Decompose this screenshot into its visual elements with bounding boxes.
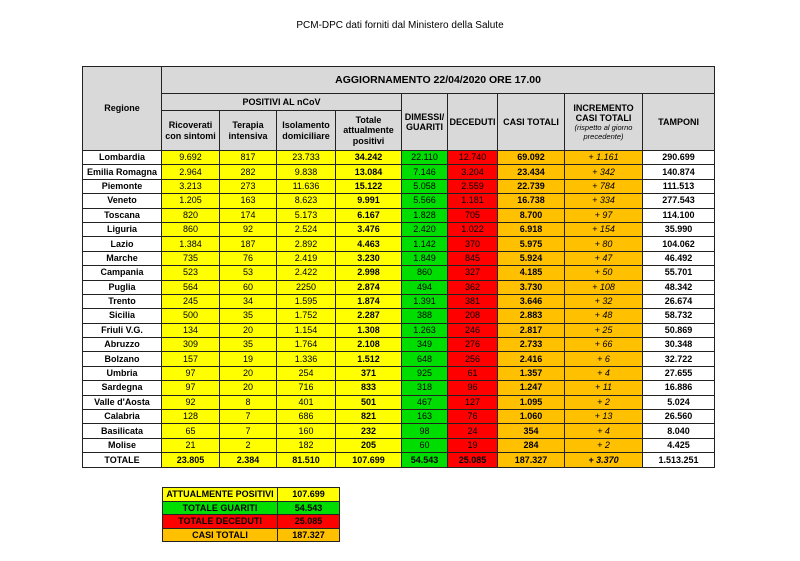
- total-casi: 187.327: [498, 453, 565, 468]
- cell-ricoverati: 21: [162, 438, 220, 452]
- cell-terapia: 273: [220, 179, 277, 193]
- cell-ricoverati: 157: [162, 352, 220, 366]
- cell-deceduti: 127: [448, 395, 498, 409]
- cell-isolamento: 2250: [277, 280, 336, 294]
- cell-deceduti: 24: [448, 424, 498, 438]
- cell-totale-positivi: 13.084: [336, 165, 402, 179]
- cell-totale-positivi: 501: [336, 395, 402, 409]
- table-row: [83, 338, 715, 352]
- region-name: Valle d'Aosta: [83, 395, 162, 409]
- cell-deceduti: 61: [448, 366, 498, 380]
- header-tamponi: TAMPONI: [643, 94, 715, 151]
- cell-dimessi: 349: [402, 338, 448, 352]
- cell-terapia: 7: [220, 424, 277, 438]
- summary-value: 54.543: [278, 501, 340, 515]
- cell-casi-totali: 1.060: [498, 410, 565, 424]
- cell-totale-positivi: 3.230: [336, 251, 402, 265]
- cell-deceduti: 19: [448, 438, 498, 452]
- cell-casi-totali: 8.700: [498, 208, 565, 222]
- cell-terapia: 187: [220, 237, 277, 251]
- cell-casi-totali: 5.924: [498, 251, 565, 265]
- cell-ricoverati: 97: [162, 366, 220, 380]
- cell-dimessi: 925: [402, 366, 448, 380]
- cell-dimessi: 60: [402, 438, 448, 452]
- cell-tamponi: 16.886: [643, 381, 715, 395]
- cell-totale-positivi: 2.998: [336, 266, 402, 280]
- cell-deceduti: 276: [448, 338, 498, 352]
- table-row: [83, 151, 715, 165]
- cell-terapia: 92: [220, 222, 277, 236]
- cell-terapia: 817: [220, 151, 277, 165]
- total-tamponi: 1.513.251: [643, 453, 715, 468]
- cell-deceduti: 96: [448, 381, 498, 395]
- cell-casi-totali: 16.738: [498, 194, 565, 208]
- total-label: TOTALE: [83, 453, 162, 468]
- total-row: [83, 453, 715, 468]
- cell-deceduti: 256: [448, 352, 498, 366]
- cell-dimessi: 1.828: [402, 208, 448, 222]
- cell-dimessi: 1.849: [402, 251, 448, 265]
- cell-dimessi: 494: [402, 280, 448, 294]
- table-row: [83, 208, 715, 222]
- cell-ricoverati: 1.384: [162, 237, 220, 251]
- table-row: [83, 294, 715, 308]
- cell-terapia: 35: [220, 338, 277, 352]
- cell-terapia: 53: [220, 266, 277, 280]
- cell-isolamento: 1.752: [277, 309, 336, 323]
- header-dimessi: DIMESSI/ GUARITI: [402, 94, 448, 151]
- table-row: [83, 395, 715, 409]
- cell-ricoverati: 97: [162, 381, 220, 395]
- summary-label: ATTUALMENTE POSITIVI: [163, 488, 278, 502]
- cell-incremento: + 32: [565, 294, 643, 308]
- cell-tamponi: 5.024: [643, 395, 715, 409]
- region-name: Veneto: [83, 194, 162, 208]
- cell-dimessi: 2.420: [402, 222, 448, 236]
- region-name: Emilia Romagna: [83, 165, 162, 179]
- cell-casi-totali: 4.185: [498, 266, 565, 280]
- header-deceduti: DECEDUTI: [448, 94, 498, 151]
- region-name: Umbria: [83, 366, 162, 380]
- cell-casi-totali: 2.733: [498, 338, 565, 352]
- cell-dimessi: 5.566: [402, 194, 448, 208]
- cell-totale-positivi: 4.463: [336, 237, 402, 251]
- table-row: [83, 237, 715, 251]
- cell-ricoverati: 735: [162, 251, 220, 265]
- cell-deceduti: 327: [448, 266, 498, 280]
- table-row: [83, 251, 715, 265]
- cell-deceduti: 246: [448, 323, 498, 337]
- cell-totale-positivi: 34.242: [336, 151, 402, 165]
- cell-tamponi: 27.655: [643, 366, 715, 380]
- summary-value: 187.327: [278, 528, 340, 542]
- cell-totale-positivi: 1.874: [336, 294, 402, 308]
- cell-casi-totali: 2.817: [498, 323, 565, 337]
- cell-isolamento: 9.838: [277, 165, 336, 179]
- region-name: Trento: [83, 294, 162, 308]
- cell-incremento: + 4: [565, 424, 643, 438]
- table-row: [83, 222, 715, 236]
- cell-isolamento: 182: [277, 438, 336, 452]
- cell-isolamento: 2.419: [277, 251, 336, 265]
- cell-tamponi: 4.425: [643, 438, 715, 452]
- cell-dimessi: 648: [402, 352, 448, 366]
- table-row: [83, 280, 715, 294]
- cell-tamponi: 48.342: [643, 280, 715, 294]
- cell-deceduti: 362: [448, 280, 498, 294]
- header-incremento-note: (rispetto al giorno precedente): [574, 123, 633, 141]
- cell-tamponi: 32.722: [643, 352, 715, 366]
- total-incremento: + 3.370: [565, 453, 643, 468]
- summary-label: TOTALE GUARITI: [163, 501, 278, 515]
- header-incremento: [565, 94, 643, 151]
- cell-ricoverati: 128: [162, 410, 220, 424]
- header-positivi: POSITIVI AL nCoV: [162, 94, 402, 111]
- table-row: [83, 381, 715, 395]
- cell-deceduti: 845: [448, 251, 498, 265]
- cell-dimessi: 860: [402, 266, 448, 280]
- cell-ricoverati: 1.205: [162, 194, 220, 208]
- cell-tamponi: 50.869: [643, 323, 715, 337]
- cell-dimessi: 1.391: [402, 294, 448, 308]
- cell-deceduti: 1.181: [448, 194, 498, 208]
- cell-isolamento: 686: [277, 410, 336, 424]
- cell-dimessi: 7.146: [402, 165, 448, 179]
- region-name: Marche: [83, 251, 162, 265]
- cell-tamponi: 8.040: [643, 424, 715, 438]
- summary-value: 107.699: [278, 488, 340, 502]
- header-update: AGGIORNAMENTO 22/04/2020 ORE 17.00: [162, 67, 715, 94]
- table-row: [83, 352, 715, 366]
- cell-isolamento: 11.636: [277, 179, 336, 193]
- cell-casi-totali: 23.434: [498, 165, 565, 179]
- cell-incremento: + 334: [565, 194, 643, 208]
- cell-totale-positivi: 821: [336, 410, 402, 424]
- cell-isolamento: 1.595: [277, 294, 336, 308]
- cell-tamponi: 277.543: [643, 194, 715, 208]
- region-name: Liguria: [83, 222, 162, 236]
- cell-incremento: + 50: [565, 266, 643, 280]
- region-name: Puglia: [83, 280, 162, 294]
- cell-incremento: + 342: [565, 165, 643, 179]
- cell-tamponi: 26.674: [643, 294, 715, 308]
- region-name: Toscana: [83, 208, 162, 222]
- covid-data-table: [82, 66, 715, 468]
- header-totale-positivi: Totale attualmente positivi: [336, 111, 402, 151]
- cell-casi-totali: 2.883: [498, 309, 565, 323]
- cell-incremento: + 784: [565, 179, 643, 193]
- cell-isolamento: 401: [277, 395, 336, 409]
- total-positivi: 107.699: [336, 453, 402, 468]
- cell-casi-totali: 5.975: [498, 237, 565, 251]
- summary-label: CASI TOTALI: [163, 528, 278, 542]
- cell-tamponi: 30.348: [643, 338, 715, 352]
- cell-isolamento: 2.422: [277, 266, 336, 280]
- cell-totale-positivi: 371: [336, 366, 402, 380]
- cell-incremento: + 11: [565, 381, 643, 395]
- cell-totale-positivi: 2.287: [336, 309, 402, 323]
- table-row: [83, 366, 715, 380]
- cell-incremento: + 97: [565, 208, 643, 222]
- cell-ricoverati: 820: [162, 208, 220, 222]
- cell-dimessi: 163: [402, 410, 448, 424]
- cell-dimessi: 22.110: [402, 151, 448, 165]
- region-name: Bolzano: [83, 352, 162, 366]
- cell-tamponi: 55.701: [643, 266, 715, 280]
- cell-terapia: 76: [220, 251, 277, 265]
- cell-ricoverati: 245: [162, 294, 220, 308]
- cell-ricoverati: 134: [162, 323, 220, 337]
- cell-isolamento: 5.173: [277, 208, 336, 222]
- cell-casi-totali: 2.416: [498, 352, 565, 366]
- cell-deceduti: 705: [448, 208, 498, 222]
- cell-deceduti: 76: [448, 410, 498, 424]
- cell-casi-totali: 69.092: [498, 151, 565, 165]
- table-row: [83, 165, 715, 179]
- cell-dimessi: 388: [402, 309, 448, 323]
- cell-incremento: + 1.161: [565, 151, 643, 165]
- cell-terapia: 20: [220, 366, 277, 380]
- cell-terapia: 174: [220, 208, 277, 222]
- cell-tamponi: 46.492: [643, 251, 715, 265]
- cell-tamponi: 104.062: [643, 237, 715, 251]
- summary-value: 25.085: [278, 515, 340, 529]
- cell-dimessi: 1.142: [402, 237, 448, 251]
- cell-casi-totali: 6.918: [498, 222, 565, 236]
- header-ricoverati: Ricoverati con sintomi: [162, 111, 220, 151]
- cell-deceduti: 381: [448, 294, 498, 308]
- cell-ricoverati: 65: [162, 424, 220, 438]
- cell-tamponi: 111.513: [643, 179, 715, 193]
- total-dimessi: 54.543: [402, 453, 448, 468]
- cell-ricoverati: 9.692: [162, 151, 220, 165]
- cell-terapia: 282: [220, 165, 277, 179]
- region-name: Abruzzo: [83, 338, 162, 352]
- cell-deceduti: 370: [448, 237, 498, 251]
- cell-deceduti: 2.559: [448, 179, 498, 193]
- cell-incremento: + 6: [565, 352, 643, 366]
- cell-casi-totali: 1.247: [498, 381, 565, 395]
- cell-totale-positivi: 232: [336, 424, 402, 438]
- cell-casi-totali: 284: [498, 438, 565, 452]
- cell-incremento: + 2: [565, 395, 643, 409]
- page-title: PCM-DPC dati forniti dal Ministero della Salute: [296, 20, 504, 31]
- cell-terapia: 8: [220, 395, 277, 409]
- cell-tamponi: 290.699: [643, 151, 715, 165]
- cell-ricoverati: 3.213: [162, 179, 220, 193]
- summary-row: [163, 488, 340, 502]
- cell-totale-positivi: 1.512: [336, 352, 402, 366]
- cell-terapia: 163: [220, 194, 277, 208]
- cell-dimessi: 5.058: [402, 179, 448, 193]
- cell-isolamento: 1.154: [277, 323, 336, 337]
- cell-deceduti: 208: [448, 309, 498, 323]
- cell-tamponi: 26.560: [643, 410, 715, 424]
- table-row: [83, 179, 715, 193]
- cell-tamponi: 140.874: [643, 165, 715, 179]
- cell-ricoverati: 500: [162, 309, 220, 323]
- cell-casi-totali: 354: [498, 424, 565, 438]
- cell-isolamento: 8.623: [277, 194, 336, 208]
- total-deceduti: 25.085: [448, 453, 498, 468]
- cell-deceduti: 12.740: [448, 151, 498, 165]
- region-name: Sicilia: [83, 309, 162, 323]
- total-ricoverati: 23.805: [162, 453, 220, 468]
- cell-deceduti: 3.204: [448, 165, 498, 179]
- cell-totale-positivi: 833: [336, 381, 402, 395]
- cell-ricoverati: 309: [162, 338, 220, 352]
- cell-terapia: 7: [220, 410, 277, 424]
- header-terapia: Terapia intensiva: [220, 111, 277, 151]
- summary-table: [162, 487, 340, 542]
- cell-ricoverati: 92: [162, 395, 220, 409]
- cell-incremento: + 2: [565, 438, 643, 452]
- header-region: Regione: [83, 67, 162, 151]
- cell-terapia: 60: [220, 280, 277, 294]
- cell-dimessi: 98: [402, 424, 448, 438]
- cell-ricoverati: 523: [162, 266, 220, 280]
- region-name: Molise: [83, 438, 162, 452]
- table-row: [83, 309, 715, 323]
- cell-totale-positivi: 9.991: [336, 194, 402, 208]
- cell-tamponi: 114.100: [643, 208, 715, 222]
- summary-row: [163, 501, 340, 515]
- region-name: Friuli V.G.: [83, 323, 162, 337]
- cell-terapia: 20: [220, 323, 277, 337]
- header-casi-totali: CASI TOTALI: [498, 94, 565, 151]
- cell-tamponi: 58.732: [643, 309, 715, 323]
- cell-isolamento: 160: [277, 424, 336, 438]
- region-name: Lazio: [83, 237, 162, 251]
- cell-incremento: + 25: [565, 323, 643, 337]
- region-name: Calabria: [83, 410, 162, 424]
- cell-dimessi: 467: [402, 395, 448, 409]
- cell-isolamento: 1.336: [277, 352, 336, 366]
- cell-totale-positivi: 6.167: [336, 208, 402, 222]
- cell-ricoverati: 2.964: [162, 165, 220, 179]
- table-row: [83, 424, 715, 438]
- region-name: Lombardia: [83, 151, 162, 165]
- cell-ricoverati: 860: [162, 222, 220, 236]
- summary-label: TOTALE DECEDUTI: [163, 515, 278, 529]
- cell-totale-positivi: 2.874: [336, 280, 402, 294]
- cell-dimessi: 318: [402, 381, 448, 395]
- table-row: [83, 410, 715, 424]
- summary-row: [163, 515, 340, 529]
- header-incremento-label: INCREMENTO CASI TOTALI: [573, 102, 634, 123]
- region-name: Campania: [83, 266, 162, 280]
- cell-incremento: + 80: [565, 237, 643, 251]
- cell-isolamento: 254: [277, 366, 336, 380]
- cell-terapia: 34: [220, 294, 277, 308]
- cell-tamponi: 35.990: [643, 222, 715, 236]
- header-isolamento: Isolamento domiciliare: [277, 111, 336, 151]
- cell-casi-totali: 3.646: [498, 294, 565, 308]
- table-row: [83, 438, 715, 452]
- table-row: [83, 323, 715, 337]
- cell-dimessi: 1.263: [402, 323, 448, 337]
- cell-casi-totali: 3.730: [498, 280, 565, 294]
- table-row: [83, 194, 715, 208]
- cell-totale-positivi: 1.308: [336, 323, 402, 337]
- cell-incremento: + 48: [565, 309, 643, 323]
- cell-totale-positivi: 205: [336, 438, 402, 452]
- cell-isolamento: 2.524: [277, 222, 336, 236]
- cell-terapia: 35: [220, 309, 277, 323]
- total-isolamento: 81.510: [277, 453, 336, 468]
- cell-terapia: 19: [220, 352, 277, 366]
- cell-totale-positivi: 3.476: [336, 222, 402, 236]
- cell-isolamento: 716: [277, 381, 336, 395]
- summary-row: [163, 528, 340, 542]
- cell-isolamento: 2.892: [277, 237, 336, 251]
- cell-deceduti: 1.022: [448, 222, 498, 236]
- cell-casi-totali: 22.739: [498, 179, 565, 193]
- cell-incremento: + 4: [565, 366, 643, 380]
- table-row: [83, 266, 715, 280]
- cell-ricoverati: 564: [162, 280, 220, 294]
- region-name: Piemonte: [83, 179, 162, 193]
- total-terapia: 2.384: [220, 453, 277, 468]
- cell-incremento: + 154: [565, 222, 643, 236]
- cell-incremento: + 66: [565, 338, 643, 352]
- cell-isolamento: 23.733: [277, 151, 336, 165]
- cell-isolamento: 1.764: [277, 338, 336, 352]
- cell-terapia: 20: [220, 381, 277, 395]
- cell-casi-totali: 1.357: [498, 366, 565, 380]
- cell-totale-positivi: 15.122: [336, 179, 402, 193]
- cell-incremento: + 47: [565, 251, 643, 265]
- region-name: Basilicata: [83, 424, 162, 438]
- cell-terapia: 2: [220, 438, 277, 452]
- cell-incremento: + 13: [565, 410, 643, 424]
- region-name: Sardegna: [83, 381, 162, 395]
- cell-incremento: + 108: [565, 280, 643, 294]
- cell-totale-positivi: 2.108: [336, 338, 402, 352]
- cell-casi-totali: 1.095: [498, 395, 565, 409]
